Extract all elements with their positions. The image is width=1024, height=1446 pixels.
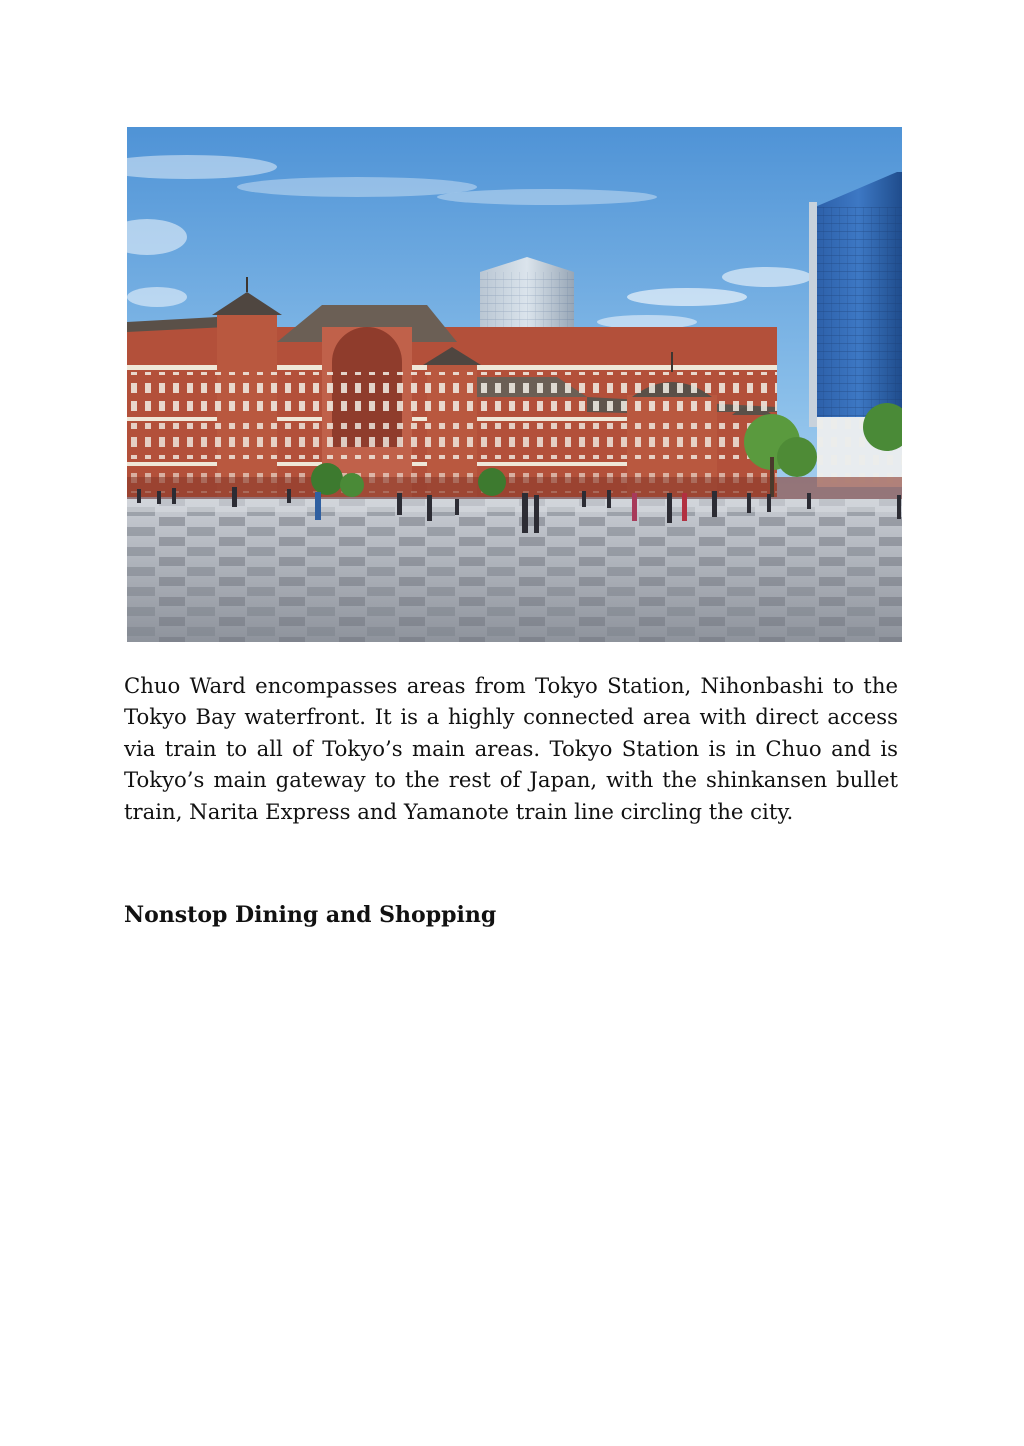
tokyo-station-illustration: [127, 127, 902, 642]
section-heading: Nonstop Dining and Shopping: [124, 902, 497, 928]
body-paragraph: Chuo Ward encompasses areas from Tokyo Station, Nihonbashi to the Tokyo Bay waterfront. It is a highly connected area with direct access via train to all of Tokyo’s main areas. Tokyo Station is in Chuo and is Tokyo’s main gateway to the rest of Japan, with the shinkansen bullet train, Narita Express and Yamanote train line circling the city.: [124, 673, 898, 824]
tokyo-station-photo: [127, 127, 902, 642]
